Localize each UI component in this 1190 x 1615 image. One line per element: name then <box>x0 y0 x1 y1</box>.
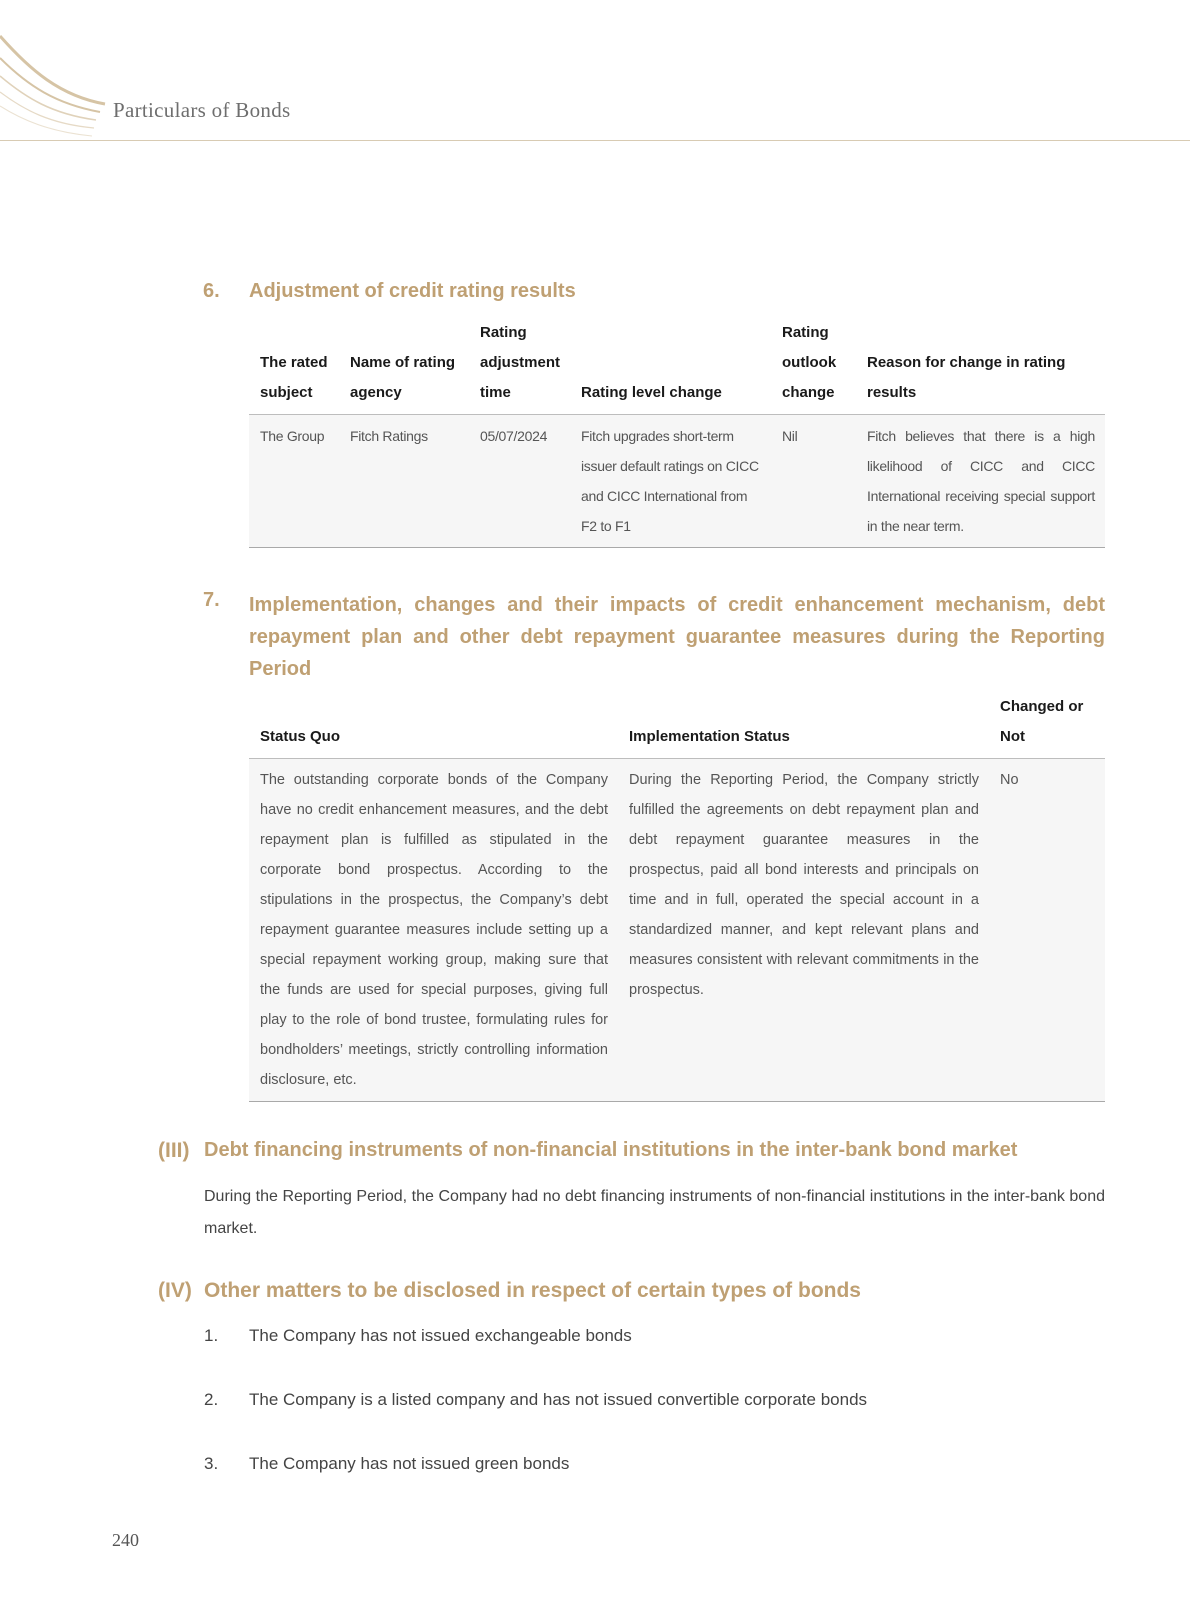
cell-rating-agency: Fitch Ratings <box>350 428 428 444</box>
section-iii-number: (III) <box>158 1139 190 1162</box>
table-row <box>249 415 1105 548</box>
list-item-number: 2. <box>204 1390 219 1409</box>
cell-adjustment-time: 05/07/2024 <box>480 428 548 444</box>
page-number: 240 <box>112 1530 139 1550</box>
section-7-number: 7. <box>203 589 220 611</box>
section-7-title: Implementation, changes and their impacts of credit enhancement mechanism, debt repayment plan and other debt repayment guarantee measures during the Reporting Period <box>249 594 1105 680</box>
list-item: The Company is a listed company and has not issued convertible corporate bonds <box>249 1390 868 1409</box>
section-6-number: 6. <box>203 280 220 302</box>
col-implementation-status: Implementation Status <box>618 692 989 759</box>
cell-changed-or-not: No <box>1000 772 1019 788</box>
cell-status-quo: The outstanding corporate bonds of the Company have no credit enhancement measures, and the debt repayment plan is fulfilled as stipulated in the corporate bond prospectus. According to the stipulations in the prospectus, the Company’s debt repayment guarantee measures include setting up a special repayment working group, making sure that the funds are used for special purposes, giving full play to the role of bond trustee, formulating rules for bondholders’ meetings, strictly controlling information disclosure, etc. <box>260 772 608 1088</box>
col-changed-or-not: Changed or Not <box>989 692 1105 759</box>
section-6-title: Adjustment of credit rating results <box>249 280 576 302</box>
list-item-number: 1. <box>204 1326 219 1345</box>
list-item: The Company has not issued exchangeable bonds <box>249 1326 632 1345</box>
cell-reason: Fitch believes that there is a high likelihood of CICC and CICC International receiving special support in the near term. <box>867 428 1095 534</box>
header-swoosh-decoration <box>0 0 110 145</box>
col-rated-subject: The rated subject <box>249 318 339 415</box>
col-level-change: Rating level change <box>570 318 771 415</box>
section-iii-title: Debt financing instruments of non-financial institutions in the inter-bank bond market <box>204 1139 1018 1161</box>
col-outlook-change: Rating outlook change <box>771 318 856 415</box>
repayment-guarantee-table <box>249 692 1105 1102</box>
section-iv-number: (IV) <box>158 1279 192 1302</box>
cell-implementation-status: During the Reporting Period, the Company strictly fulfilled the agreements on debt repayment plan and debt repayment guarantee measures in the prospectus, paid all bond interests and principals on time and in full, operated the special account in a standardized manner, and kept relevant plans and measures consistent with relevant commitments in the prospectus. <box>629 772 979 998</box>
page-header-title: Particulars of Bonds <box>113 98 291 122</box>
header-rule <box>0 140 1190 141</box>
col-rating-agency: Name of rating agency <box>339 318 469 415</box>
cell-level-change: Fitch upgrades short-term issuer default ratings on CICC and CICC International from F2 to F1 <box>581 428 759 534</box>
list-item: The Company has not issued green bonds <box>249 1454 570 1473</box>
col-reason: Reason for change in rating results <box>856 318 1105 415</box>
cell-outlook-change: Nil <box>782 428 798 444</box>
cell-rated-subject: The Group <box>260 428 325 444</box>
credit-rating-table <box>249 318 1105 548</box>
section-iv-title: Other matters to be disclosed in respect of certain types of bonds <box>204 1279 861 1302</box>
table-row <box>249 759 1105 1102</box>
section-iii-body: During the Reporting Period, the Company had no debt financing instruments of non-financial institutions in the inter-bank bond market. <box>204 1188 1105 1237</box>
col-adjustment-time: Rating adjustment time <box>469 318 570 415</box>
col-status-quo: Status Quo <box>249 692 618 759</box>
list-item-number: 3. <box>204 1454 219 1473</box>
